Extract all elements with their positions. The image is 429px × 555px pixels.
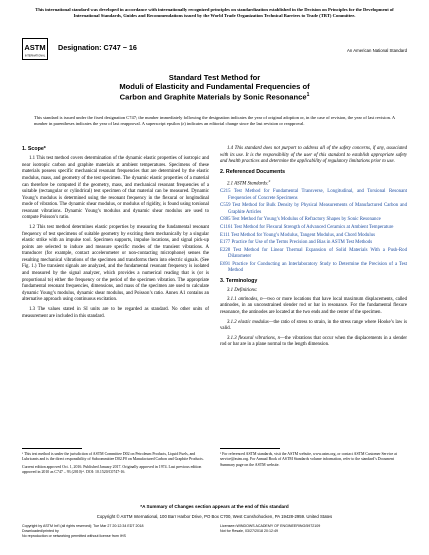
definition-elastic-modulus: 3.1.2 elastic modulus—the ratio of stress to strain, in the stress range where Hooke’s law is valid. xyxy=(220,319,407,332)
reference-title-link[interactable]: Test Method for Young’s Modulus, Tangent Modulus, and Chord Modulus xyxy=(231,232,376,238)
reference-title-link[interactable]: Test Method for Young’s Modulus of Refractory Shapes by Sonic Resonance xyxy=(231,217,381,223)
summary-of-changes-note: *A Summary of Changes section appears at the end of this standard xyxy=(140,504,289,509)
reference-code-link[interactable]: E111 xyxy=(220,232,230,238)
footnotes-left xyxy=(22,452,209,475)
reference-item xyxy=(220,225,407,232)
copyright-line: Copyright © ASTM International, 100 Barr Harbor Drive, PO Box C700, West Conshohocken, PA 19428-2959. United States xyxy=(96,514,333,519)
terminology-heading: 3. Terminology xyxy=(220,278,258,285)
referenced-documents-heading: 2. Referenced Documents xyxy=(220,168,286,175)
scope-heading: 1. Scope* xyxy=(22,146,46,152)
svg-text:ASTM: ASTM xyxy=(24,43,46,52)
reference-item xyxy=(220,189,407,202)
footnote-divider-right xyxy=(220,448,280,449)
reference-item xyxy=(220,217,407,224)
footnote-1: ¹ This test method is under the jurisdiction of ASTM Committee D02 on Petroleum Products, Liquid Fuels, and Lubricants and is the direct responsibility of Subcommittee D02.F0 on Manufactured Carbon and Graphite Products. xyxy=(22,452,204,462)
paragraph-1-4: 1.4 This standard does not purport to address all of the safety concerns, if any, associated with its use. It is the responsibility of the user of this standard to establish appropriate safety and health practices and determine the applicability of regulatory limitations prior to use. xyxy=(220,146,407,165)
reference-item xyxy=(220,203,407,216)
title-line-3: Carbon and Graphite Materials by Sonic Resonance$^1$ xyxy=(119,91,310,102)
top-notice: This international standard was developed in accordance with internationally recognized principles on standardization established in the Decision on Principles for the Development of International Standards, Guides and Recommendations issued by the World Trade Organization Technical Barriers to Trade (TBT) Committee. xyxy=(35,7,394,18)
reference-title-link[interactable]: Test Method for Flexural Strength of Advanced Ceramics at Ambient Temperature xyxy=(233,225,394,231)
reference-code-link[interactable]: C885 xyxy=(220,217,231,223)
paragraph-1-1: 1.1 This test method covers determination of the dynamic elastic properties of isotropic and near isotropic carbon and graphite materials at ambient temperatures. Specimens of these materials possess specific mechanical resonant frequencies that are determined by the elastic modulus, mass, and geometry of the test specimen. The dynamic elastic properties of a material can therefore be computed if the geometry, mass, and mechanical resonant frequencies of a suitable (rectangular or cylindrical) test specimen of that material can be measured. Dynamic Young’s modulus is determined using the resonant frequency in the flexural or longitudinal mode of vibration. The dynamic shear modulus, or modulus of rigidity, is found using torsional resonant vibrations. Dynamic Young’s modulus and dynamic shear modulus are used to compute Poisson’s ratio. xyxy=(22,156,209,221)
left-column xyxy=(22,146,209,323)
reference-item xyxy=(220,240,407,247)
footnote-2: ² For referenced ASTM standards, visit the ASTM website, www.astm.org, or contact ASTM Customer Service at service@astm.org. For Annual Book of ASTM Standards volume information, refer to the standard’s Document Summary page on the ASTM website. xyxy=(220,452,397,467)
license-right: Licensee=WINDOWS ACADEMY OF ENGINEERING/5972109 Not for Resale, 03/27/2018 20:12:49 xyxy=(220,524,321,533)
reference-code-link[interactable]: C559 xyxy=(220,203,231,209)
reference-title-link[interactable]: Practice for Conducting an Interlaboratory Study to Determine the Precision of a Test Method xyxy=(228,261,407,274)
paragraph-1-2: 1.2 This test method determines elastic properties by measuring the fundamental resonant frequency of test specimens of suitable geometry by exciting them mechanically by a singular elastic strike with an impulse tool. Specimen supports, impulse locations, and signal pick-up points are selected to induce and measure specific modes of the transient vibrations. A transducer (for example, contact accelerometer or non-contacting microphone) senses the resulting mechanical vibrations of the specimen and transforms them into electric signals. (See Fig. 1.) The transient signals are analyzed, and the fundamental resonant frequency is isolated and measured by the signal analyzer, which provides a numerical reading that is (or is proportional to) either the frequency or the period of the specimen vibration. The appropriate fundamental resonant frequencies, dimensions, and mass of the specimen are used to calculate dynamic Young’s modulus, dynamic shear modulus, and Poisson’s ratio. Annex A1 contains an alternative approach using continuous excitation. xyxy=(22,224,209,303)
svg-text:INTERNATIONAL: INTERNATIONAL xyxy=(24,54,46,58)
reference-code-link[interactable]: E177 xyxy=(220,240,231,246)
standard-note: This standard is issued under the fixed designation C747; the number immediately following the designation indicates the year of original adoption or, in the case of revision, the year of last revision. A number in parentheses indicates the year of last reapproval. A superscript epsilon (ε) indicates an editorial change since the last revision or reapproval. xyxy=(34,115,395,126)
reference-title-link[interactable]: Practice for Use of the Terms Precision and Bias in ASTM Test Methods xyxy=(231,240,373,246)
reference-code-link[interactable]: E228 xyxy=(220,247,231,253)
title-line-1: Standard Test Method for xyxy=(168,73,261,82)
paragraph-1-3: 1.3 The values stated in SI units are to be regarded as standard. No other units of measurement are included in this standard. xyxy=(22,306,209,319)
astm-standards-label: 2.1 ASTM Standards:$^2$ xyxy=(227,178,271,187)
reference-title-link[interactable]: Test Method for Linear Thermal Expansion of Solid Materials With a Push-Rod Dilatometer xyxy=(228,247,407,260)
definitions-label: 3.1 Definitions: xyxy=(227,288,258,294)
reference-item xyxy=(220,262,407,275)
reference-item xyxy=(220,248,407,261)
reference-item xyxy=(220,233,407,240)
astm-logo-icon xyxy=(22,38,48,60)
reference-list xyxy=(220,189,407,275)
reference-code-link[interactable]: E691 xyxy=(220,261,231,267)
reference-code-link[interactable]: C215 xyxy=(220,189,231,195)
license-left: Copyright by ASTM Int'l (all rights reserved); Tue Mar 27 20:12:34 EDT 2018 Downloaded/printed by No reproduction or networking permitted without license from IHS xyxy=(22,524,144,538)
definition-antinodes: 3.1.1 antinodes, n—two or more locations that have local maximum displacements, called antinodes, in an unconstrained slender rod or bar in resonance. For the fundamental flexure resonance, the antinodes are located at the two ends and the center of the specimen. xyxy=(220,296,408,315)
definition-flexural-vibrations: 3.1.3 flexural vibrations, n—the vibrations that occur when the displacements in a slender rod or bar are in a plane normal to the length dimension. xyxy=(220,335,407,348)
document-title xyxy=(22,73,407,102)
footnote-divider-left xyxy=(22,448,82,449)
reference-code-link[interactable]: C1161 xyxy=(220,225,233,231)
designation: Designation: C747 − 16 xyxy=(58,43,137,52)
footnote-1-edition: Current edition approved Oct. 1, 2016. Published January 2017. Originally approved in 1974. Last previous edition approved in 2010 as C747 – 93 (2010)ᵉ¹. DOI: 10.1520/C0747-16. xyxy=(22,464,202,474)
american-national-standard: An American National Standard xyxy=(347,48,407,53)
reference-title-link[interactable]: Test Method for Fundamental Transverse, Longitudinal, and Torsional Resonant Frequencies of Concrete Specimens xyxy=(228,189,407,201)
right-column xyxy=(220,146,407,352)
title-line-2: Moduli of Elasticity and Fundamental Frequencies of xyxy=(119,82,310,92)
footnotes-right xyxy=(220,452,407,468)
reference-title-link[interactable]: Test Method for Bulk Density by Physical Measurements of Manufactured Carbon and Graphite Articles xyxy=(228,203,408,215)
